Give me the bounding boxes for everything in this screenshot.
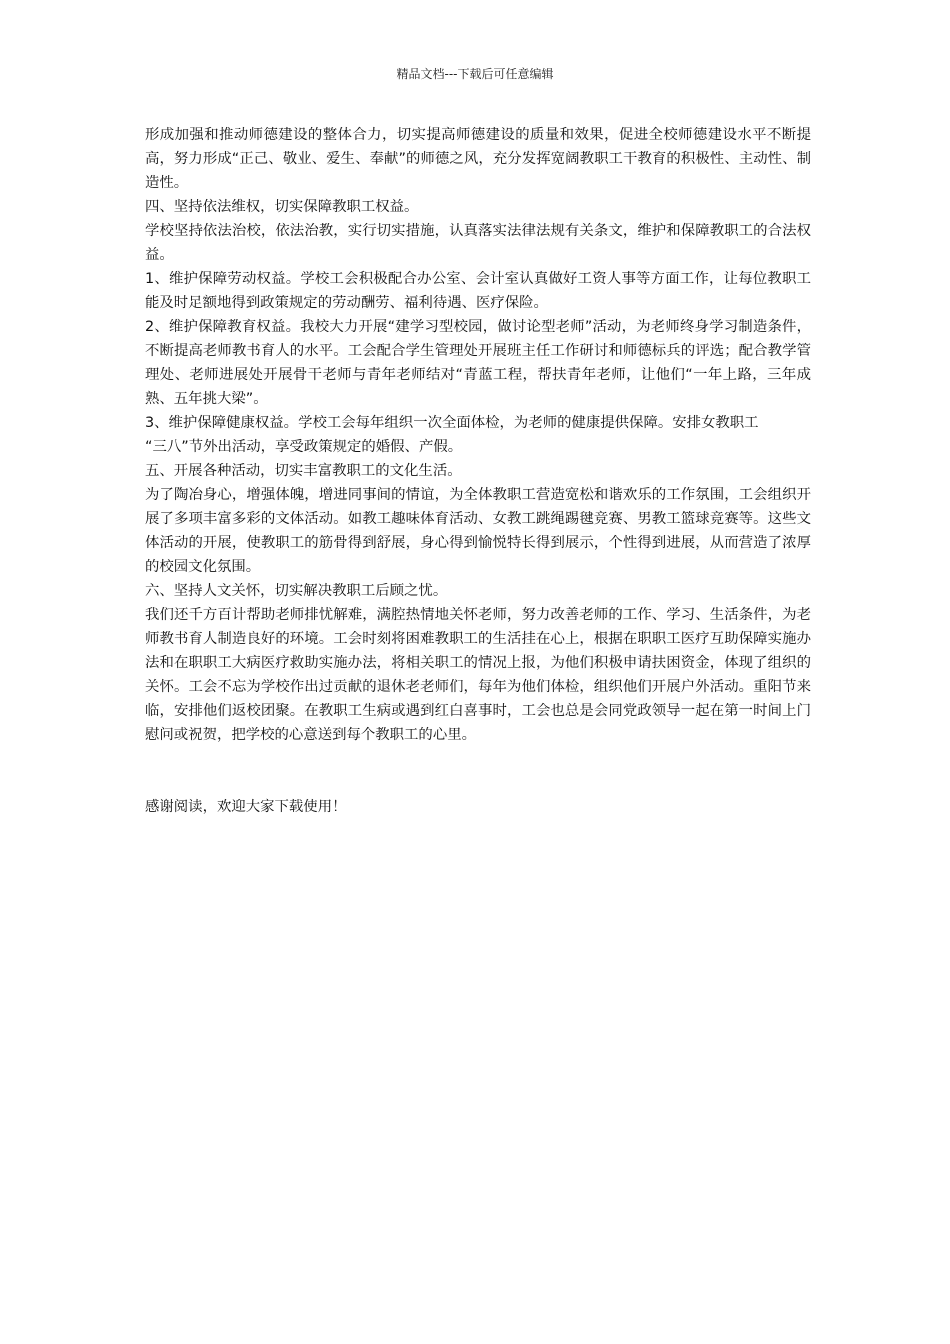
list-item: 3、维护保障健康权益。学校工会每年组织一次全面体检，为老师的健康提供保障。安排女教职工: [145, 415, 759, 431]
closing-note: 感谢阅读，欢迎大家下载使用！: [145, 799, 347, 815]
paragraph: 形成加强和推动师德建设的整体合力，切实提高师德建设的质量和效果，促进全校师德建设水平不断提高，努力形成“正己、敬业、爱生、奉献”的师德之风，充分发挥宽阔教职工干教育的积极性、主动性、制造性。: [145, 127, 811, 191]
paragraph: 学校坚持依法治校，依法治教，实行切实措施，认真落实法律法规有关条文，维护和保障教职工的合法权益。: [145, 223, 811, 263]
section-heading: 五、开展各种活动，切实丰富教职工的文化生活。: [145, 463, 462, 479]
list-item: 2、维护保障教育权益。我校大力开展“建学习型校园，做讨论型老师”活动，为老师终身学习制造条件，不断提高老师教书育人的水平。工会配合学生管理处开展班主任工作研讨和师德标兵的评选；配合教学管理处、老师进展处开展骨干老师与青年老师结对“青蓝工程，帮扶青年老师，让他们“一年上路，三年成熟、五年挑大梁”。: [145, 319, 811, 407]
paragraph: 我们还千方百计帮助老师排忧解难，满腔热情地关怀老师，努力改善老师的工作、学习、生活条件，为老师教书育人制造良好的环境。工会时刻将困难教职工的生活挂在心上，根据在职职工医疗互助保障实施办法和在职职工大病医疗救助实施办法，将相关职工的情况上报，为他们积极申请扶困资金，体现了组织的关怀。工会不忘为学校作出过贡献的退休老老师们，每年为他们体检，组织他们开展户外活动。重阳节来临，安排他们返校团聚。在教职工生病或遇到红白喜事时，工会也总是会同党政领导一起在第一时间上门慰问或祝贺，把学校的心意送到每个教职工的心里。: [145, 607, 811, 743]
section-heading: 六、坚持人文关怀，切实解决教职工后顾之忧。: [145, 583, 448, 599]
paragraph: “三八”节外出活动，享受政策规定的婚假、产假。: [145, 439, 463, 455]
paragraph: 为了陶冶身心，增强体魄，增进同事间的情谊，为全体教职工营造宽松和谐欢乐的工作氛围，工会组织开展了多项丰富多彩的文体活动。如教工趣味体育活动、女教工跳绳踢毽竞赛、男教工篮球竞赛等。这些文体活动的开展，使教职工的筋骨得到舒展，身心得到愉悦特长得到展示，个性得到进展，从而营造了浓厚的校园文化氛围。: [145, 487, 811, 575]
page-header: 精品文档---下载后可任意编辑: [396, 67, 554, 81]
section-heading: 四、坚持依法维权，切实保障教职工权益。: [145, 199, 419, 215]
blank-space: [145, 747, 811, 795]
document-body: [145, 123, 811, 819]
list-item: 1、维护保障劳动权益。学校工会积极配合办公室、会计室认真做好工资人事等方面工作，让每位教职工能及时足额地得到政策规定的劳动酬劳、福利待遇、医疗保险。: [145, 271, 811, 311]
